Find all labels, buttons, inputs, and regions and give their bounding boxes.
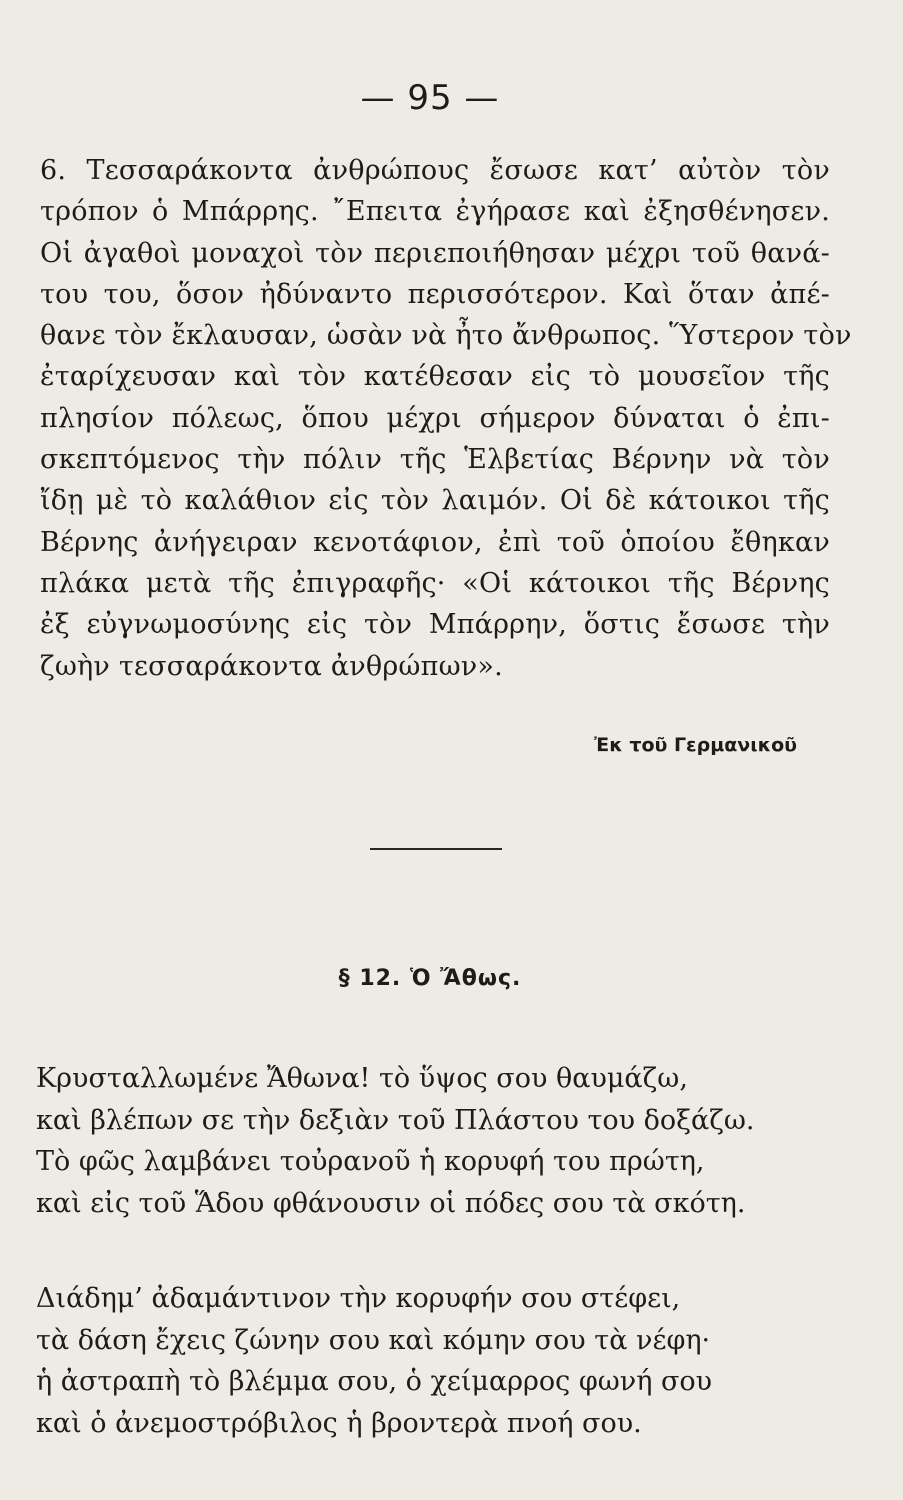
prose-line: ζωὴν τεσσαράκοντα ἀνθρώπων». bbox=[40, 650, 503, 682]
poem-line: Διάδημ’ ἀδαμάντινον τὴν κορυφήν σου στέφει, bbox=[36, 1283, 681, 1314]
prose-line: τρόπον ὁ Μπάρρης. ῎Επειτα ἐγήρασε καὶ ἐξησθένησεν. bbox=[40, 196, 830, 228]
source-attribution: Ἐκ τοῦ Γερμανικοῦ bbox=[594, 734, 797, 756]
poem-line: καὶ ὁ ἀνεμοστρόβιλος ἡ βροντερὰ πνοή σου. bbox=[36, 1407, 642, 1439]
prose-line: Οἱ ἀγαθοὶ μοναχοὶ τὸν περιεποιήθησαν μέχρι τοῦ θανά- bbox=[40, 237, 830, 269]
poem-stanza bbox=[36, 1278, 806, 1444]
prose-line: Βέρνης ἀνήγειραν κενοτάφιον, ἐπὶ τοῦ ὁποίου ἔθηκαν bbox=[40, 526, 830, 558]
prose-line: του του, ὅσον ἠδύναντο περισσότερον. Καὶ ὅταν ἀπέ- bbox=[40, 278, 830, 310]
poem-line: Κρυσταλλωμένε Ἄθωνα! τὸ ὕψος σου θαυμάζω, bbox=[36, 1063, 688, 1094]
poem-line: τὰ δάση ἔχεις ζώνην σου καὶ κόμην σου τὰ νέφη· bbox=[36, 1324, 711, 1356]
poem-line: καὶ βλέπων σε τὴν δεξιὰν τοῦ Πλάστου του δοξάζω. bbox=[36, 1104, 755, 1136]
prose-line: θανε τὸν ἔκλαυσαν, ὡσὰν νὰ ἦτο ἄνθρωπος. Ὕστερον τὸν bbox=[40, 320, 852, 352]
prose-line: πλάκα μετὰ τῆς ἐπιγραφῆς· «Οἱ κάτοικοι τῆς Βέρνης bbox=[40, 567, 830, 599]
prose-line: σκεπτόμενος τὴν πόλιν τῆς Ἑλβετίας Βέρνην νὰ τὸν bbox=[40, 444, 830, 476]
poem-line: ἡ ἀστραπὴ τὸ βλέμμα σου, ὁ χείμαρρος φωνή σου bbox=[36, 1366, 713, 1397]
page-number: — 95 — bbox=[360, 78, 500, 118]
poem-stanza bbox=[36, 1058, 806, 1224]
poem-line: καὶ εἰς τοῦ Ἅδου φθάνουσιν οἱ πόδες σου τὰ σκότη. bbox=[36, 1187, 746, 1219]
prose-line: πλησίον πόλεως, ὅπου μέχρι σήμερον δύναται ὁ ἐπι- bbox=[40, 402, 830, 434]
section-heading: § 12. Ὁ Ἄθως. bbox=[338, 966, 522, 991]
prose-line: ἐξ εὐγνωμοσύνης εἰς τὸν Μπάρρην, ὅστις ἔσωσε τὴν bbox=[40, 609, 830, 641]
prose-line: 6. Τεσσαράκοντα ἀνθρώπους ἔσωσε κατ’ αὐτὸν τὸν bbox=[40, 155, 830, 186]
section-divider bbox=[370, 848, 502, 850]
prose-line: ἴδῃ μὲ τὸ καλάθιον εἰς τὸν λαιμόν. Οἱ δὲ κάτοικοι τῆς bbox=[40, 485, 830, 517]
prose-line: ἐταρίχευσαν καὶ τὸν κατέθεσαν εἰς τὸ μουσεῖον τῆς bbox=[40, 361, 830, 393]
poem-line: Τὸ φῶς λαμβάνει τοὐρανοῦ ἡ κορυφή του πρώτη, bbox=[36, 1146, 705, 1177]
prose-paragraph bbox=[40, 150, 852, 687]
